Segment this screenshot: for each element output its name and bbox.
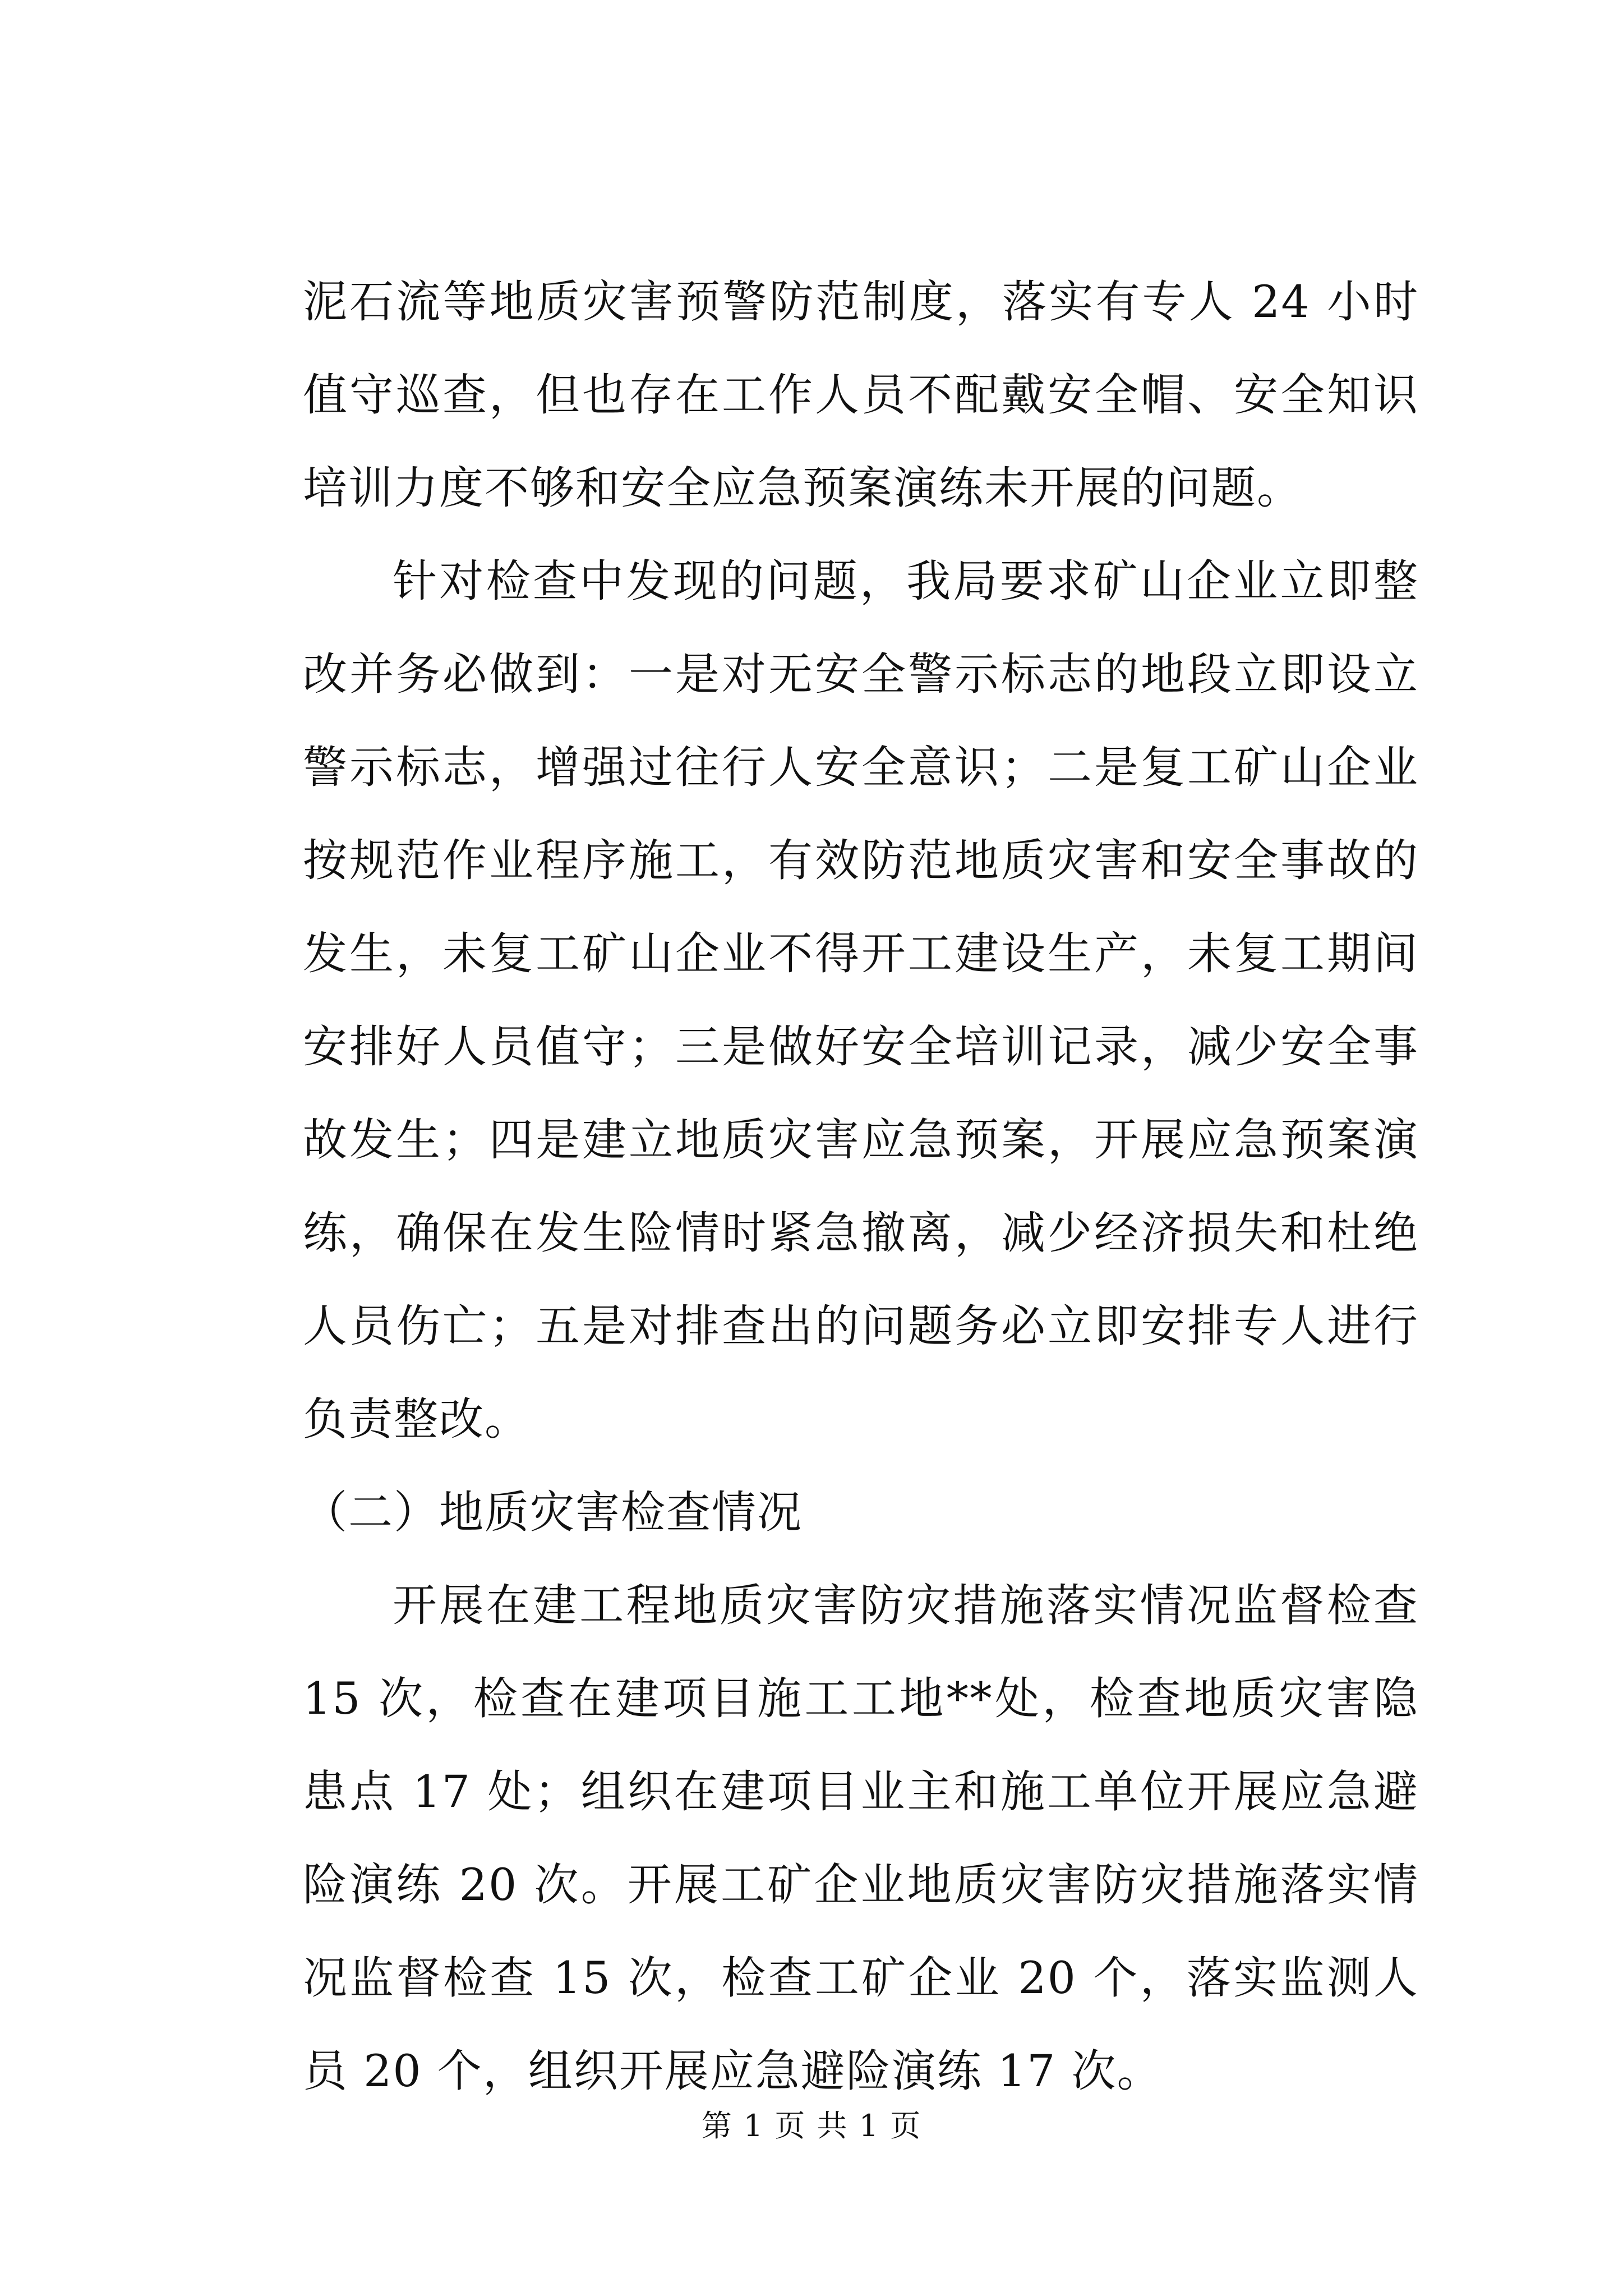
paragraph-mudslide-warning: 泥石流等地质灾害预警防范制度，落实有专人 24 小时值守巡查，但也存在工作人员不配戴安全帽、安全知识培训力度不够和安全应急预案演练未开展的问题。 — [303, 276, 1419, 514]
paragraph-inspection-statistics: 开展在建工程地质灾害防灾措施落实情况监督检查 15 次，检查在建项目施工工地**处，检查地质灾害隐患点 17 处；组织在建项目业主和施工单位开展应急避险演练 20 次。开展工矿企业地质灾害防灾措施落实情况监督检查 15 次，检查工矿企业 20 个，落实监测人员 20 个，组织开展应急避险演练 17 次。 — [303, 1580, 1419, 2097]
page-number-footer: 第 1 页 共 1 页 — [701, 2108, 922, 2143]
section-heading-geological-inspection: （二）地质灾害检查情况 — [303, 1487, 803, 1538]
document-body — [303, 255, 1419, 2118]
paragraph-rectification-requirements: 针对检查中发现的问题，我局要求矿山企业立即整改并务必做到：一是对无安全警示标志的地段立即设立警示标志，增强过往行人安全意识；二是复工矿山企业按规范作业程序施工，有效防范地质灾害和安全事故的发生，未复工矿山企业不得开工建设生产，未复工期间安排好人员值守；三是做好安全培训记录，减少安全事故发生；四是建立地质灾害应急预案，开展应急预案演练，确保在发生险情时紧急撤离，减少经济损失和杜绝人员伤亡；五是对排查出的问题务必立即安排专人进行负责整改。 — [303, 555, 1419, 1445]
